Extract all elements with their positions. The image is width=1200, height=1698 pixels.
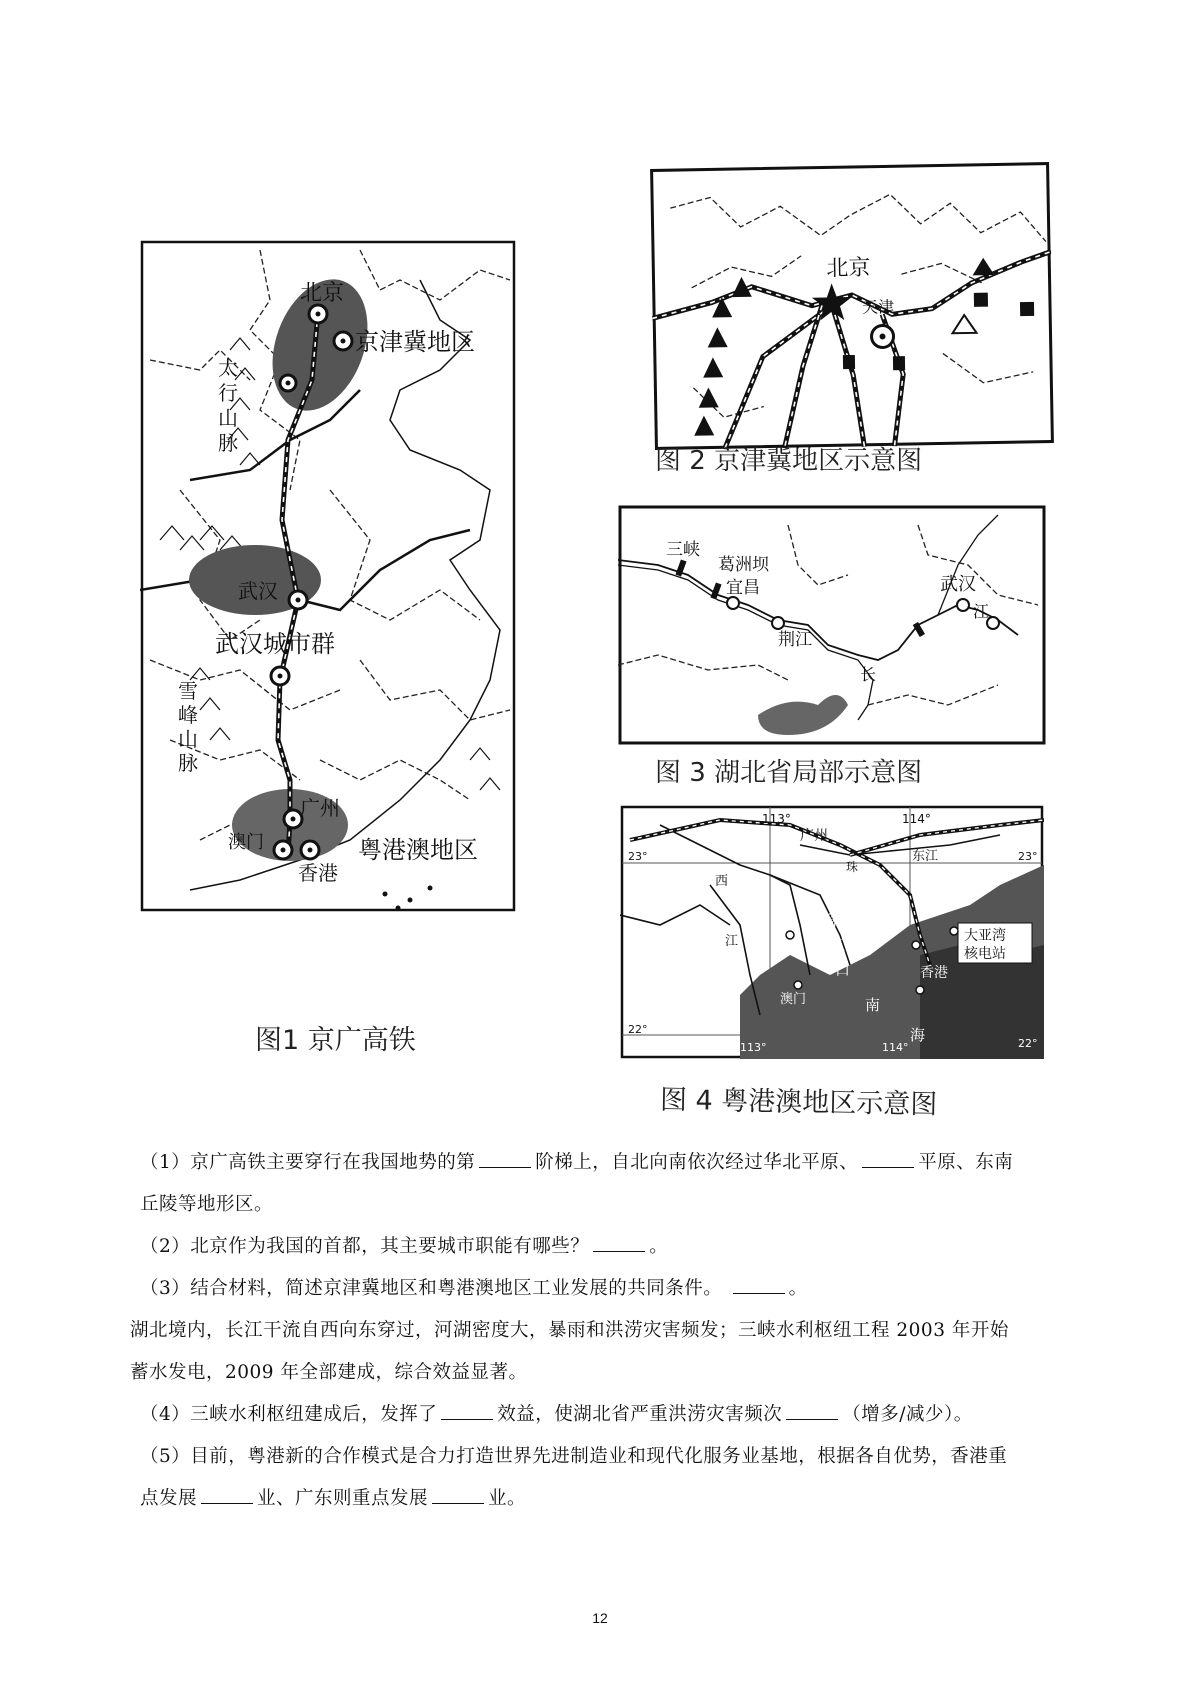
- label-lat23: 23°: [628, 850, 648, 863]
- label-guangzhou: 广州: [300, 796, 340, 820]
- map2-svg: [650, 162, 1055, 451]
- label-xuefeng-4: 脉: [178, 751, 198, 775]
- label-xuefeng-1: 雪: [178, 679, 198, 703]
- map-jingjinji: [650, 162, 1055, 451]
- label-lat22: 22°: [628, 1023, 648, 1036]
- map-yuegangao: [620, 805, 1044, 1059]
- label-taihang-1: 太: [218, 356, 238, 380]
- label-jiang-w: 江: [725, 934, 739, 949]
- map4-svg: [620, 805, 1044, 1059]
- label-sanxia: 三峡: [666, 540, 700, 560]
- label-bottom-114: 114°: [882, 1041, 909, 1054]
- label-xuefeng-3: 山: [178, 727, 198, 751]
- label-jingjiang: 荆江: [778, 630, 812, 650]
- label-tianjin: 天津: [861, 297, 895, 317]
- map-beijing-guangzhou-railway: [140, 240, 516, 912]
- label-taihang-2: 行: [218, 381, 238, 405]
- label-bottom-113: 113°: [740, 1041, 767, 1054]
- label-taihang-4: 脉: [218, 431, 238, 455]
- label-nuclear-plant: 核电站: [964, 946, 1006, 962]
- label-jingjinji: 京津冀地区: [355, 328, 475, 356]
- question-4: （4）三峡水利枢纽建成后，发挥了 效益，使湖北省严重洪涝灾害频次 （增多/减少）。: [140, 1394, 1110, 1436]
- questions-block: [130, 1142, 1110, 1520]
- question-1-cont: 丘陵等地形区。: [140, 1194, 274, 1215]
- label-dayawan: 大亚湾: [964, 928, 1006, 944]
- label-gezhouba: 葛洲坝: [718, 555, 769, 575]
- label-114: 114°: [902, 812, 931, 826]
- material-paragraph-cont: 蓄水发电，2009 年全部建成，综合效益显著。: [130, 1362, 528, 1383]
- answer-blank[interactable]: [441, 1401, 493, 1420]
- label-zhu: 珠: [846, 860, 859, 874]
- answer-blank[interactable]: [593, 1233, 645, 1252]
- map1-caption: 图1 京广高铁: [255, 1025, 416, 1056]
- question-2: （2）北京作为我国的首都，其主要城市职能有哪些？ 。: [140, 1226, 1110, 1268]
- label-zhujiangkou-3: 口: [835, 961, 851, 979]
- label-zhujiangkou-2: 江: [830, 936, 846, 954]
- label-dongjiang: 东江: [912, 849, 939, 864]
- label-xianggang: 香港: [920, 965, 948, 981]
- map3-svg: [618, 505, 1046, 745]
- label-aomen: 澳门: [228, 832, 264, 853]
- answer-blank[interactable]: [733, 1275, 785, 1294]
- label-chang: 长: [860, 665, 877, 684]
- question-1: （1）京广高铁主要穿行在我国地势的第 阶梯上，自北向南依次经过华北平原、 平原、东南: [140, 1142, 1110, 1184]
- map-hubei: [618, 505, 1046, 745]
- label-xuefeng-2: 峰: [178, 703, 198, 727]
- material-paragraph: 湖北境内，长江干流自西向东穿过，河湖密度大，暴雨和洪涝灾害频发；三峡水利枢纽工程 2003 年开始: [130, 1320, 1009, 1341]
- label-nan: 南: [865, 996, 881, 1014]
- label-zhujiangkou-1: 珠: [825, 911, 841, 929]
- label-beijing: 北京: [826, 255, 871, 282]
- answer-blank[interactable]: [432, 1485, 484, 1504]
- map1-svg: [140, 240, 516, 912]
- answer-blank[interactable]: [862, 1149, 914, 1168]
- label-xi: 西: [715, 874, 729, 889]
- label-beijing: 北京: [300, 281, 345, 306]
- label-jiang: 江: [973, 602, 990, 621]
- label-yuegangao: 粤港澳地区: [358, 836, 478, 864]
- label-lat22-right: 22°: [1018, 1037, 1038, 1050]
- label-wuhan-cluster: 武汉城市群: [215, 630, 335, 658]
- label-wuhan: 武汉: [940, 574, 976, 595]
- map4-caption: 图 4 粤港澳地区示意图: [659, 1084, 938, 1121]
- page-number: 12: [592, 1610, 608, 1626]
- label-taihang-3: 山: [218, 406, 238, 430]
- label-yichang: 宜昌: [726, 578, 760, 598]
- map2-caption: 图 2 京津冀地区示意图: [655, 446, 923, 476]
- answer-blank[interactable]: [786, 1401, 838, 1420]
- label-guangzhou: 广州: [800, 828, 828, 844]
- map3-caption: 图 3 湖北省局部示意图: [655, 758, 923, 788]
- question-5: （5）目前，粤港新的合作模式是合力打造世界先进制造业和现代化服务业基地，根据各自优势，香港重: [140, 1446, 1008, 1467]
- label-xianggang: 香港: [298, 861, 338, 885]
- answer-blank[interactable]: [479, 1149, 531, 1168]
- question-3: （3）结合材料，简述京津冀地区和粤港澳地区工业发展的共同条件。 。: [140, 1268, 1110, 1310]
- label-wuhan: 武汉: [238, 579, 278, 603]
- label-hai: 海: [910, 1026, 926, 1044]
- answer-blank[interactable]: [201, 1485, 253, 1504]
- label-113: 113°: [762, 812, 791, 826]
- label-aomen: 澳门: [780, 992, 807, 1007]
- question-5-cont: 点发展 业、广东则重点发展 业。: [140, 1478, 1110, 1520]
- label-lat23-right: 23°: [1018, 850, 1038, 863]
